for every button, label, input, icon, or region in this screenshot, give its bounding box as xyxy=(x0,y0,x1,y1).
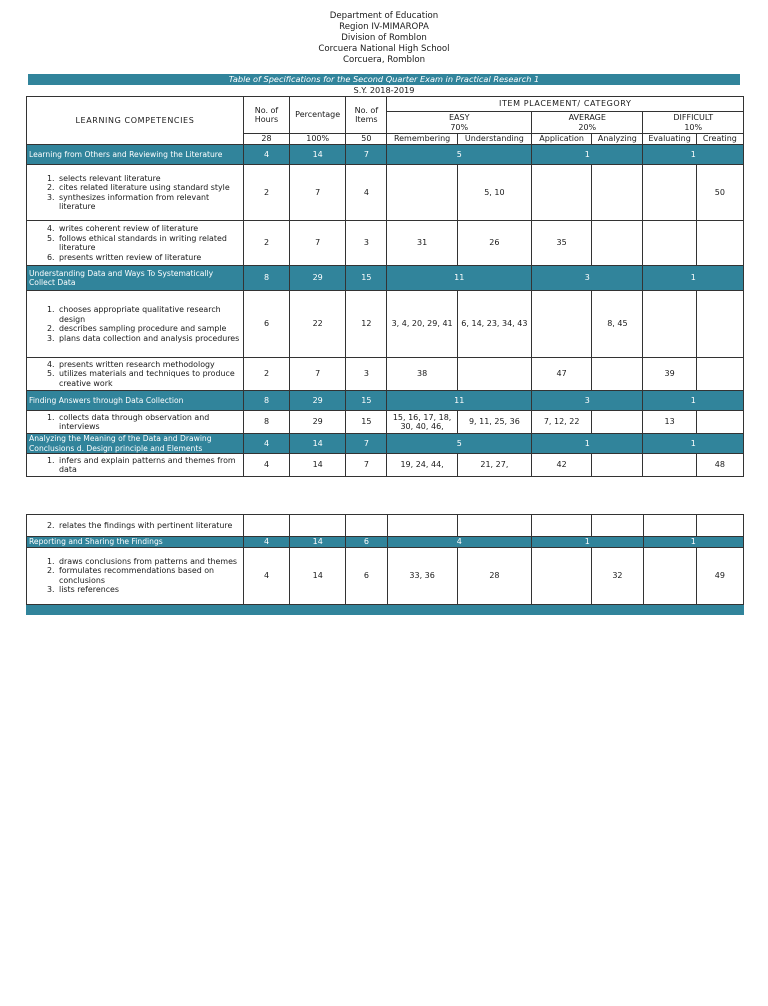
row-application xyxy=(532,165,592,221)
section-difficult-count: 1 xyxy=(643,391,744,411)
section-percentage: 14 xyxy=(290,537,346,548)
section-items: 7 xyxy=(346,145,387,165)
row-remembering: 33, 36 xyxy=(387,547,457,604)
section-items: 15 xyxy=(346,266,387,291)
competency-item: 1. infers and explain patterns and themes from data xyxy=(57,456,241,475)
section-title: Analyzing the Meaning of the Data and Drawing Conclusions d. Design principle and Elements xyxy=(27,434,244,454)
row-application: 42 xyxy=(532,454,592,477)
section-hours: 4 xyxy=(243,434,289,454)
average-label: AVERAGE xyxy=(568,113,606,122)
section-difficult-count: 1 xyxy=(643,145,744,165)
row-hours: 4 xyxy=(243,454,289,477)
easy-label: EASY xyxy=(448,113,470,122)
row-hours: 6 xyxy=(243,291,289,358)
row-understanding: 5, 10 xyxy=(457,165,531,221)
row-application: 47 xyxy=(532,358,592,391)
row-creating: 50 xyxy=(696,165,743,221)
tos-table-page-1 xyxy=(26,96,744,477)
competency-item: 2. cites related literature using standard style xyxy=(57,183,241,193)
row-hours: 4 xyxy=(243,547,289,604)
row-items: 6 xyxy=(346,547,387,604)
header-understanding: Understanding xyxy=(457,134,531,145)
row-understanding xyxy=(457,358,531,391)
header-easy xyxy=(387,112,532,134)
competency-item: 5. follows ethical standards in writing related literature xyxy=(57,234,241,253)
header-application: Application xyxy=(532,134,592,145)
row-understanding: 9, 11, 25, 36 xyxy=(457,411,531,434)
header-creating: Creating xyxy=(696,134,743,145)
row-analyzing xyxy=(592,358,643,391)
row-evaluating xyxy=(643,454,696,477)
tos-table-page-2 xyxy=(26,514,744,605)
row-analyzing xyxy=(592,165,643,221)
header-item-placement: ITEM PLACEMENT/ CATEGORY xyxy=(387,97,744,112)
row-items: 7 xyxy=(346,454,387,477)
row-items: 3 xyxy=(346,358,387,391)
row-items: 4 xyxy=(346,165,387,221)
row-percentage: 29 xyxy=(290,411,346,434)
header-department: Department of Education xyxy=(329,11,439,21)
row-evaluating xyxy=(643,221,696,266)
row-application: 7, 12, 22 xyxy=(532,411,592,434)
table-row xyxy=(27,165,744,221)
row-percentage: 22 xyxy=(290,291,346,358)
section-average-count: 3 xyxy=(532,391,643,411)
competency-list xyxy=(27,411,244,434)
competency-list xyxy=(27,291,244,358)
row-creating xyxy=(696,358,743,391)
row-percentage: 14 xyxy=(290,547,346,604)
row-application xyxy=(532,547,592,604)
row-remembering: 15, 16, 17, 18, 30, 40, 46, xyxy=(387,411,457,434)
row-analyzing xyxy=(592,454,643,477)
section-items: 6 xyxy=(346,537,387,548)
section-hours: 8 xyxy=(243,266,289,291)
school-year: S.Y. 2018-2019 xyxy=(353,85,415,95)
average-percent: 20% xyxy=(578,122,597,132)
competency-item: 3. plans data collection and analysis procedures xyxy=(57,334,241,344)
row-understanding: 28 xyxy=(457,547,531,604)
competency-item: 4. writes coherent review of literature xyxy=(57,224,241,234)
section-average-count: 1 xyxy=(532,434,643,454)
row-analyzing xyxy=(592,221,643,266)
table-row xyxy=(27,454,744,477)
competency-item: 3. lists references xyxy=(57,585,241,595)
section-easy-count: 4 xyxy=(387,537,532,548)
header-items: No. of Items xyxy=(346,97,387,134)
header-difficult xyxy=(643,112,744,134)
competency-list xyxy=(27,221,244,266)
row-remembering: 38 xyxy=(387,358,457,391)
row-percentage: 14 xyxy=(290,454,346,477)
row-items: 3 xyxy=(346,221,387,266)
competency-list xyxy=(27,547,244,604)
row-understanding: 6, 14, 23, 34, 43 xyxy=(457,291,531,358)
competency-list xyxy=(27,454,244,477)
section-difficult-count: 1 xyxy=(643,434,744,454)
section-hours: 4 xyxy=(243,537,289,548)
difficult-percent: 10% xyxy=(684,122,703,132)
section-items: 7 xyxy=(346,434,387,454)
section-row xyxy=(27,434,744,454)
competency-list xyxy=(27,515,244,537)
header-location: Corcuera, Romblon xyxy=(342,55,426,65)
section-title: Reporting and Sharing the Findings xyxy=(27,537,244,548)
competency-item: 2. relates the findings with pertinent literature xyxy=(57,521,241,531)
header-division: Division of Romblon xyxy=(341,33,427,43)
competency-item: 1. chooses appropriate qualitative research design xyxy=(57,305,241,324)
header-hours: No. of Hours xyxy=(243,97,289,134)
section-row xyxy=(27,145,744,165)
section-percentage: 14 xyxy=(290,145,346,165)
row-application: 35 xyxy=(532,221,592,266)
easy-percent: 70% xyxy=(450,122,469,132)
row-creating: 49 xyxy=(696,547,743,604)
document-header xyxy=(0,11,768,66)
header-competencies: LEARNING COMPETENCIES xyxy=(27,97,244,145)
row-analyzing: 8, 45 xyxy=(592,291,643,358)
competency-list xyxy=(27,358,244,391)
header-remembering: Remembering xyxy=(387,134,457,145)
row-percentage: 7 xyxy=(290,165,346,221)
difficult-label: DIFFICULT xyxy=(673,113,714,122)
table-row xyxy=(27,358,744,391)
row-creating: 48 xyxy=(696,454,743,477)
table-row xyxy=(27,411,744,434)
row-analyzing: 32 xyxy=(592,547,643,604)
row-creating xyxy=(696,291,743,358)
section-items: 15 xyxy=(346,391,387,411)
competency-item: 4. presents written research methodology xyxy=(57,360,241,370)
competency-item: 6. presents written review of literature xyxy=(57,253,241,263)
section-average-count: 1 xyxy=(532,145,643,165)
row-application xyxy=(532,291,592,358)
section-percentage: 29 xyxy=(290,391,346,411)
competency-item: 1. collects data through observation and interviews xyxy=(57,413,241,432)
section-title: Finding Answers through Data Collection xyxy=(27,391,244,411)
header-school: Corcuera National High School xyxy=(318,44,450,54)
row-percentage: 7 xyxy=(290,221,346,266)
table-row xyxy=(27,547,744,604)
competency-item: 2. describes sampling procedure and sample xyxy=(57,324,241,334)
row-evaluating: 13 xyxy=(643,411,696,434)
header-analyzing: Analyzing xyxy=(592,134,643,145)
section-average-count: 3 xyxy=(532,266,643,291)
total-hours: 28 xyxy=(243,134,289,145)
row-hours: 2 xyxy=(243,358,289,391)
section-percentage: 14 xyxy=(290,434,346,454)
header-evaluating: Evaluating xyxy=(643,134,696,145)
row-evaluating: 39 xyxy=(643,358,696,391)
section-row xyxy=(27,537,744,548)
row-understanding: 21, 27, xyxy=(457,454,531,477)
competency-item: 1. draws conclusions from patterns and themes xyxy=(57,557,241,567)
section-average-count: 1 xyxy=(532,537,643,548)
row-remembering: 19, 24, 44, xyxy=(387,454,457,477)
section-easy-count: 5 xyxy=(387,434,532,454)
section-hours: 8 xyxy=(243,391,289,411)
row-items: 15 xyxy=(346,411,387,434)
total-percentage: 100% xyxy=(290,134,346,145)
row-understanding: 26 xyxy=(457,221,531,266)
section-easy-count: 5 xyxy=(387,145,532,165)
header-percentage: Percentage xyxy=(290,97,346,134)
row-hours: 2 xyxy=(243,165,289,221)
table-footer-bar xyxy=(26,605,744,615)
competency-item: 5. utilizes materials and techniques to produce creative work xyxy=(57,369,241,388)
row-items: 12 xyxy=(346,291,387,358)
row-evaluating xyxy=(643,547,696,604)
row-hours: 8 xyxy=(243,411,289,434)
row-creating xyxy=(696,411,743,434)
section-hours: 4 xyxy=(243,145,289,165)
row-analyzing xyxy=(592,411,643,434)
section-difficult-count: 1 xyxy=(643,266,744,291)
row-remembering: 31 xyxy=(387,221,457,266)
section-difficult-count: 1 xyxy=(643,537,743,548)
section-percentage: 29 xyxy=(290,266,346,291)
section-row xyxy=(27,266,744,291)
row-creating xyxy=(696,221,743,266)
table-title: Table of Specifications for the Second Quarter Exam in Practical Research 1 xyxy=(28,74,740,85)
section-easy-count: 11 xyxy=(387,266,532,291)
table-row xyxy=(27,515,744,537)
section-row xyxy=(27,391,744,411)
header-region: Region IV-MIMAROPA xyxy=(339,22,429,32)
competency-item: 3. synthesizes information from relevant literature xyxy=(57,193,241,212)
section-easy-count: 11 xyxy=(387,391,532,411)
row-hours: 2 xyxy=(243,221,289,266)
row-remembering: 3, 4, 20, 29, 41 xyxy=(387,291,457,358)
table-row xyxy=(27,221,744,266)
row-evaluating xyxy=(643,165,696,221)
header-average xyxy=(532,112,643,134)
competency-item: 2. formulates recommendations based on conclusions xyxy=(57,566,241,585)
section-title: Learning from Others and Reviewing the Literature xyxy=(27,145,244,165)
row-evaluating xyxy=(643,291,696,358)
row-percentage: 7 xyxy=(290,358,346,391)
section-title: Understanding Data and Ways To Systematically Collect Data xyxy=(27,266,244,291)
table-row xyxy=(27,291,744,358)
competency-list xyxy=(27,165,244,221)
row-remembering xyxy=(387,165,457,221)
competency-item: 1. selects relevant literature xyxy=(57,174,241,184)
total-items: 50 xyxy=(346,134,387,145)
